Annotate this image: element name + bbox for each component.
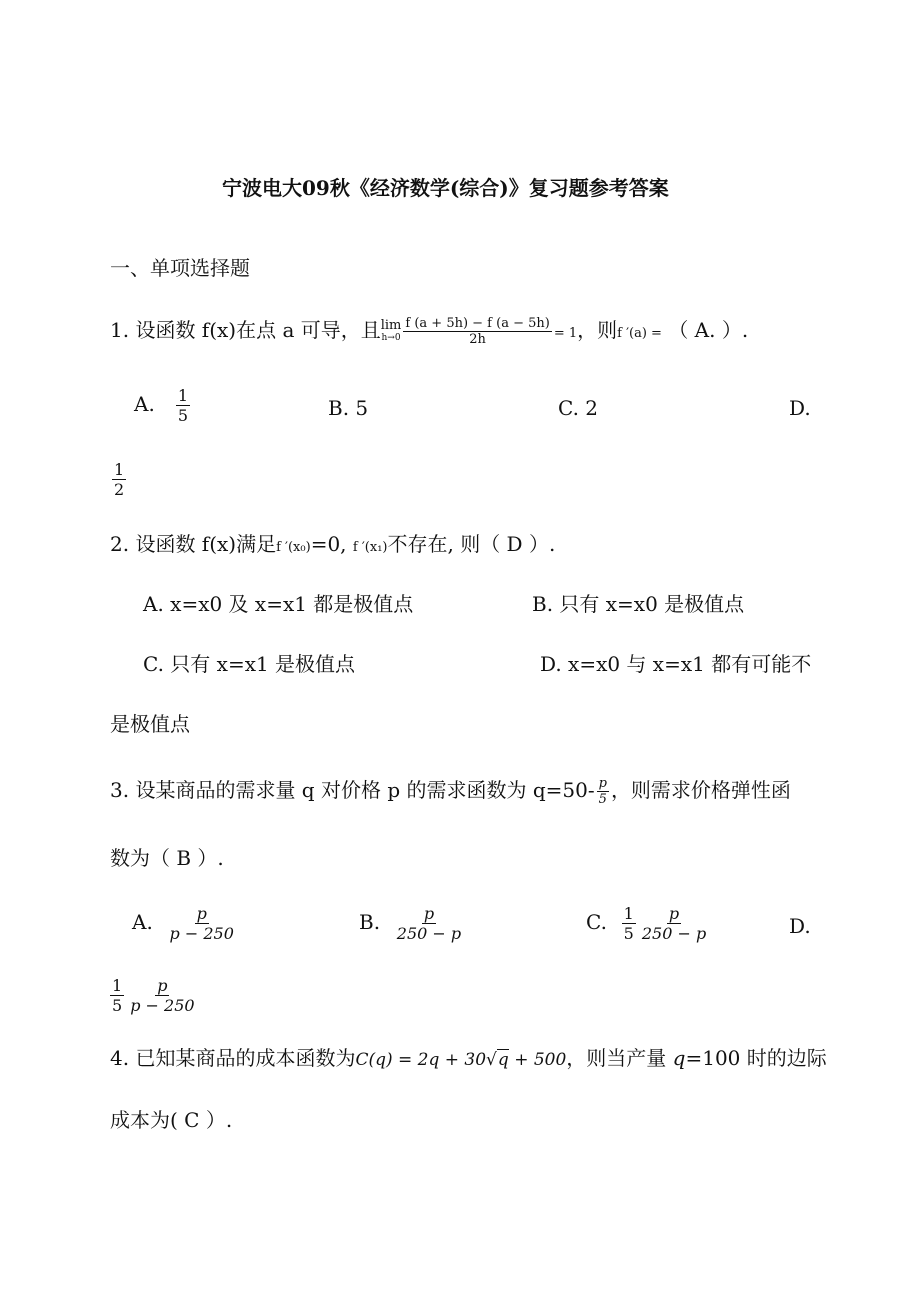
q3-option-a: A. $\frac{p}{p - 250}$ <box>132 904 234 943</box>
q3-option-c: C. $\frac{1}{5}$ $\frac{p}{250 - p}$ <box>586 904 707 943</box>
q2-option-d: D. x=x0 与 x=x1 都有可能不 <box>540 652 812 676</box>
q1-option-d-label: D. <box>789 396 811 420</box>
q1-text: 1. 设函数 f(x)在点 a 可导，且 <box>110 318 381 342</box>
q1-option-a: A. $\frac{1}{5}$ <box>134 386 189 425</box>
q1-option-c: C. 2 <box>558 396 599 420</box>
q1-limit: lim h→0 <box>380 317 402 343</box>
q1-answer: （ A. ）. <box>668 318 749 342</box>
question-2: 2. 设函数 f(x)满足f ′(x₀)=0, f ′(x₁)不存在, 则（ D ）. <box>110 532 556 556</box>
question-3-cont: 数为（ B ）. <box>110 846 224 870</box>
section-heading: 一、单项选择题 <box>110 256 250 280</box>
page-title: 宁波电大09秋《经济数学(综合)》复习题参考答案 <box>222 176 669 200</box>
q2-option-d-cont: 是极值点 <box>110 712 190 736</box>
question-3: 3. 设某商品的需求量 q 对价格 p 的需求函数为 q=50- $\frac{p}{5}$ ，则需求价格弹性函 <box>110 776 791 807</box>
q1-fprime: f ′(a) = <box>617 326 662 341</box>
q1-mid: ，则 <box>577 318 618 342</box>
q1-option-b: B. 5 <box>328 396 369 420</box>
q3-option-d-value: $\frac{1}{5}$ $\frac{p}{p - 250}$ <box>112 976 195 1015</box>
q1-fraction: $\frac{f (a + 5h) - f (a - 5h)}{2h}$ <box>405 316 550 347</box>
q3-option-b: B. $\frac{p}{250 - p}$ <box>359 904 462 943</box>
question-4-cont: 成本为( C ）. <box>110 1108 233 1132</box>
question-1 <box>110 316 748 348</box>
q1-option-d-value: $\frac{1}{2}$ <box>114 460 125 499</box>
q3-option-d-label: D. <box>789 914 811 938</box>
q2-option-b: B. 只有 x=x0 是极值点 <box>532 592 745 616</box>
q1-equals-one: = 1 <box>553 326 578 341</box>
q2-option-c: C. 只有 x=x1 是极值点 <box>143 652 356 676</box>
question-4: 4. 已知某商品的成本函数为C(q) = 2q + 30√q + 500，则当产量 q=100 时的边际 <box>110 1046 827 1070</box>
q4-formula: C(q) = 2q + 30√q + 500 <box>355 1050 567 1070</box>
q2-option-a: A. x=x0 及 x=x1 都是极值点 <box>143 592 414 616</box>
